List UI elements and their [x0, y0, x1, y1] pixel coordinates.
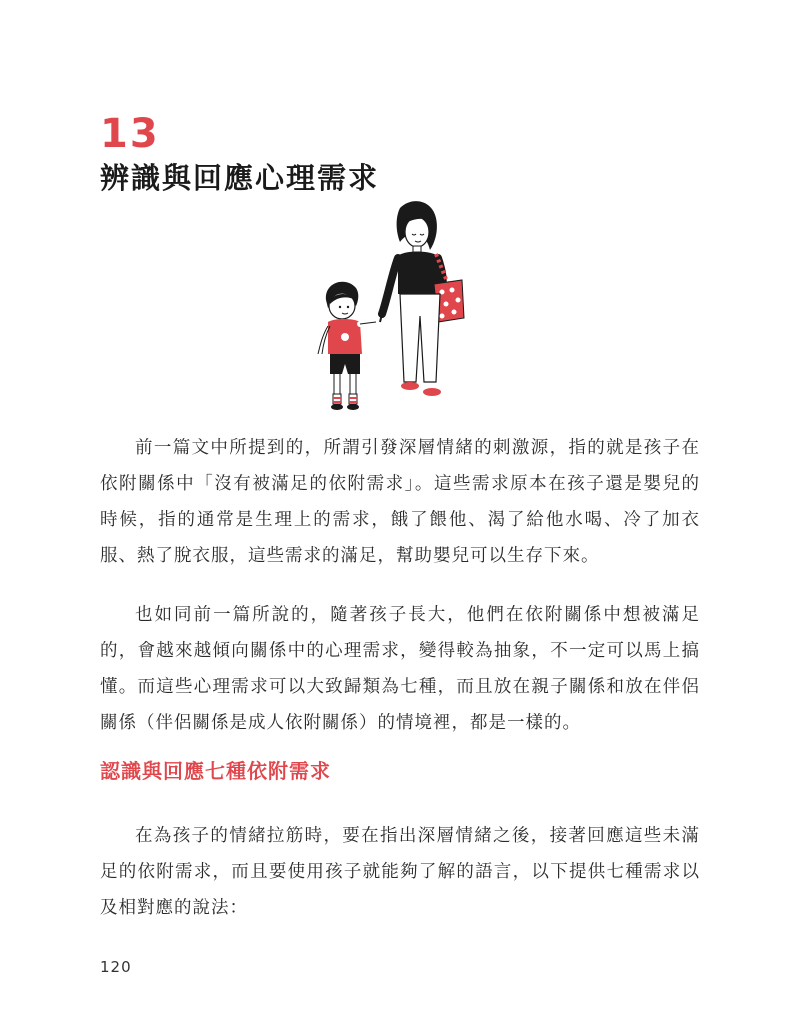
paragraph-3: 在為孩子的情緒拉筋時，要在指出深層情緒之後，接著回應這些未滿足的依附需求，而且要使用孩子就能夠了解的語言，以下提供七種需求以及相對應的說法： [100, 826, 700, 918]
chapter-number: 13 [100, 111, 160, 157]
mother-figure [380, 201, 464, 396]
paragraph-1: 前一篇文中所提到的，所謂引發深層情緒的刺激源，指的就是孩子在依附關係中「沒有被滿足的依附需求」。這些需求原本在孩子還是嬰兒的時候，指的通常是生理上的需求，餓了餵他、渴了給他水喝、冷了加衣服、熱了脫衣服，這些需求的滿足，幫助嬰兒可以生存下來。 [100, 438, 700, 566]
chapter-title: 辨識與回應心理需求 [100, 161, 380, 195]
paragraph-2: 也如同前一篇所說的，隨著孩子長大，他們在依附關係中想被滿足的，會越來越傾向關係中的心理需求，變得較為抽象，不一定可以馬上搞懂。而這些心理需求可以大致歸類為七種，而且放在親子關係和放在伴侶關係（伴侶關係是成人依附關係）的情境裡，都是一樣的。 [100, 605, 700, 733]
section-heading: 認識與回應七種依附需求 [100, 759, 331, 783]
mother-and-child-illustration [300, 196, 490, 416]
child-figure [318, 282, 376, 410]
page-number: 120 [100, 958, 132, 976]
